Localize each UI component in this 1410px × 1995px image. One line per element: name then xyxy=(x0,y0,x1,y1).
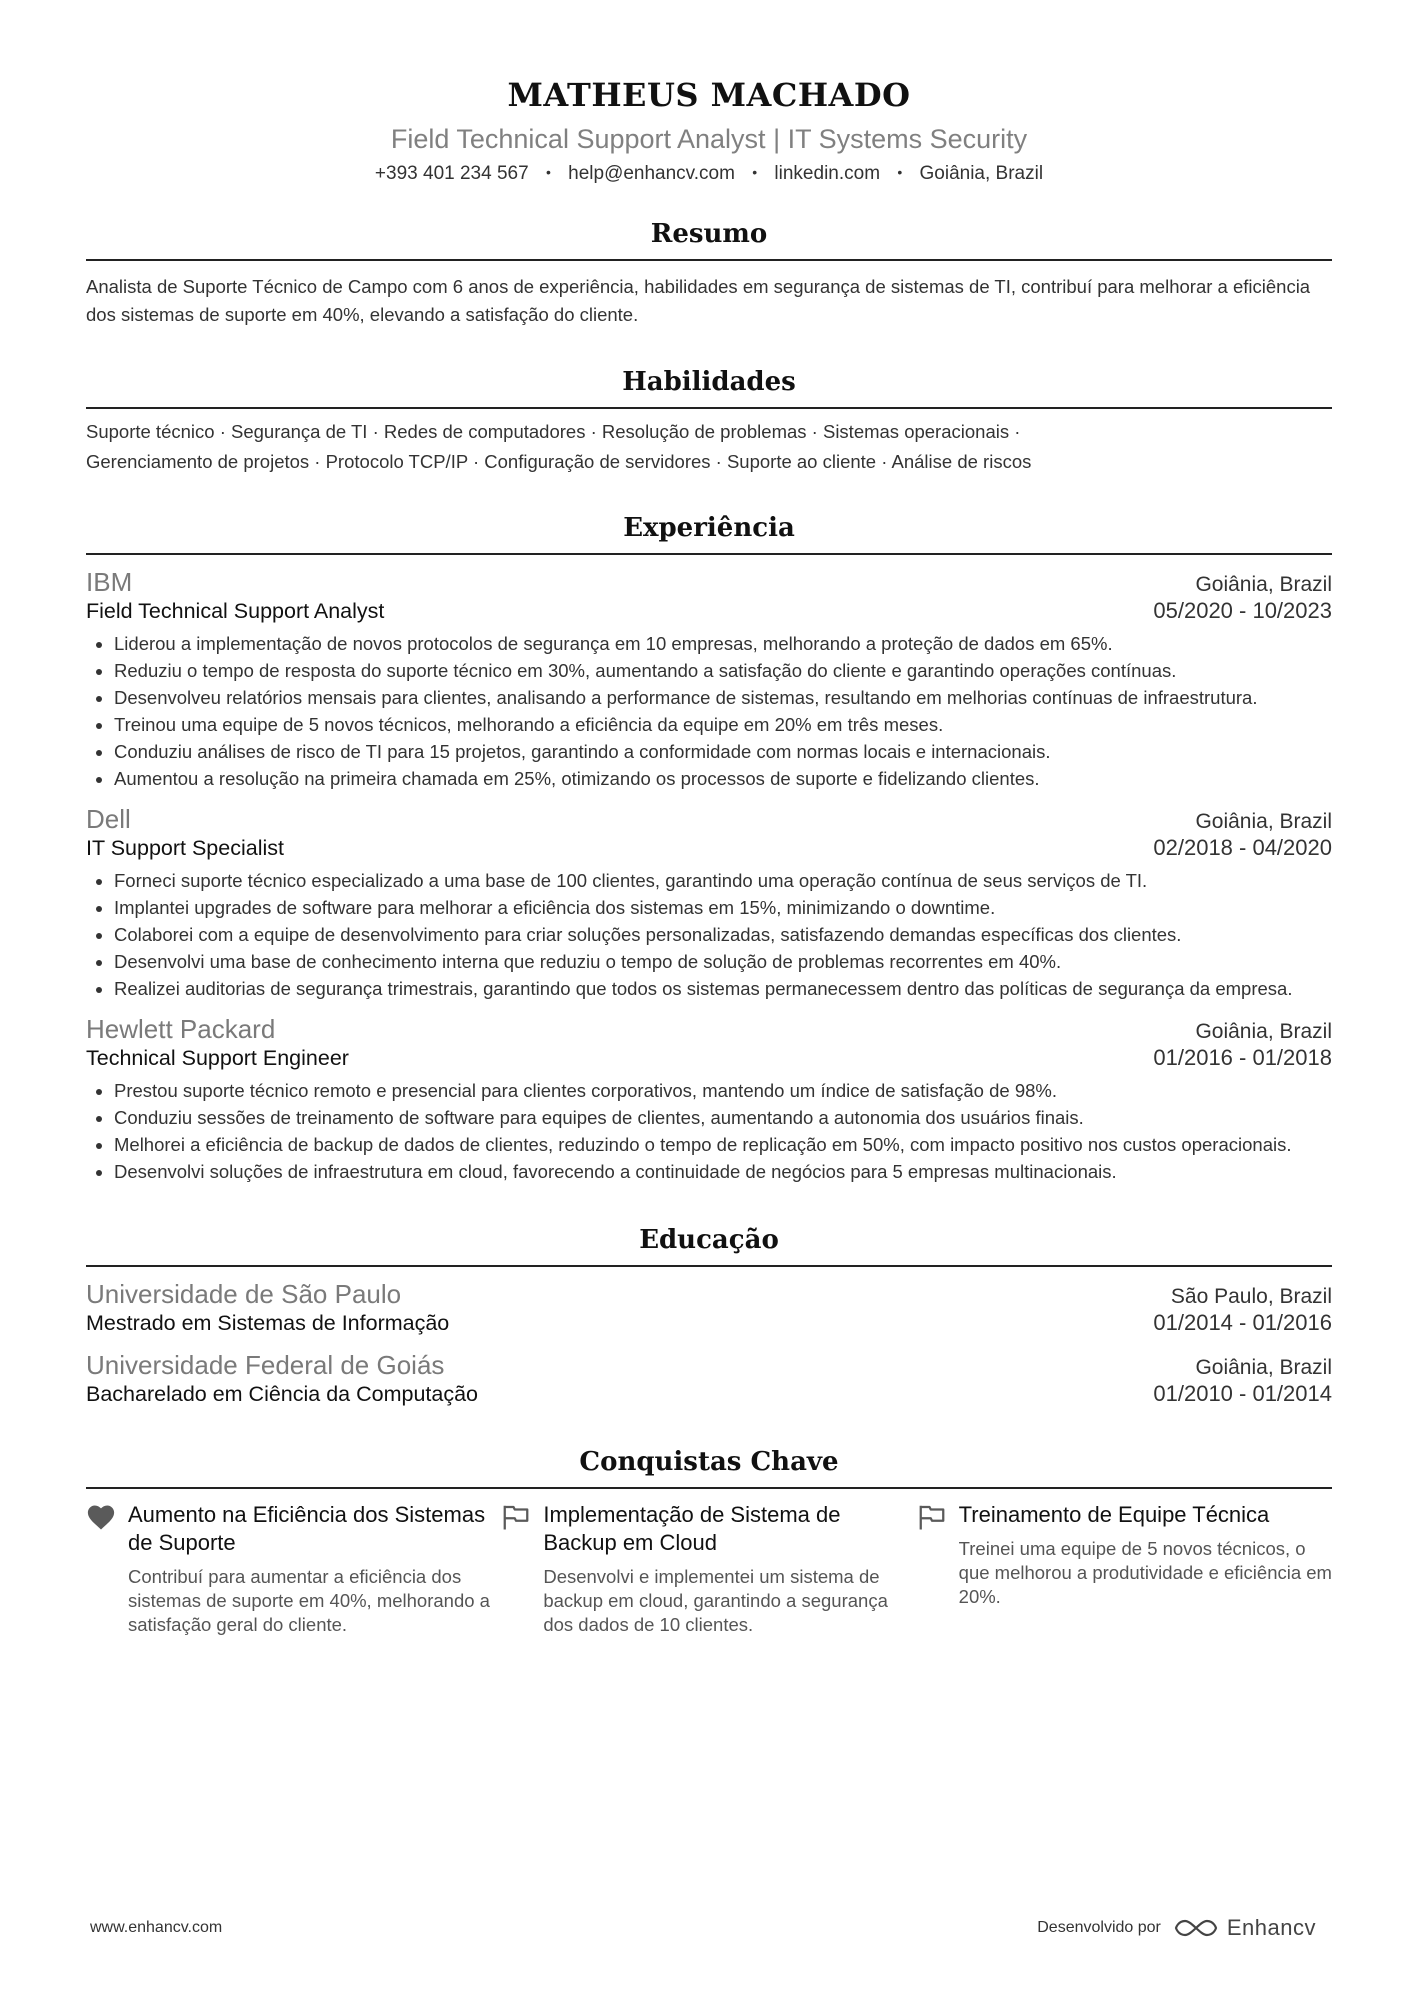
school-location: Goiânia, Brazil xyxy=(1195,1356,1332,1379)
powered-by-label: Desenvolvido por xyxy=(1037,1919,1161,1936)
job-role: Field Technical Support Analyst xyxy=(86,599,385,623)
flag-icon xyxy=(501,1503,531,1531)
section-heading-skills: Habilidades xyxy=(86,367,1332,409)
candidate-name: MATHEUS MACHADO xyxy=(507,76,911,114)
job-bullet: • Melhorei a eficiência de backup de dados de clientes, reduzindo o tempo de replicação em 50%, com impacto positivo nos custos operacionais. xyxy=(114,1131,1332,1158)
school-name: Universidade Federal de Goiás xyxy=(86,1350,445,1380)
contact-phone: +393 401 234 567 xyxy=(374,163,529,184)
job-bullets xyxy=(86,867,1332,1002)
section-heading-achievements: Conquistas Chave xyxy=(86,1447,1332,1489)
summary-text: Analista de Suporte Técnico de Campo com 6 anos de experiência, habilidades em segurança de sistemas de TI, contribuí para melhorar a eficiência dos sistemas de suporte em 40%, elevando a satisfação do cliente. xyxy=(86,276,1311,325)
job-location: Goiânia, Brazil xyxy=(1195,810,1332,833)
school-location: São Paulo, Brazil xyxy=(1170,1285,1332,1308)
job-location: Goiânia, Brazil xyxy=(1195,1020,1332,1043)
job-bullet: • Colaborei com a equipe de desenvolvimento para criar soluções personalizadas, satisfazendo demandas específicas dos clientes. xyxy=(114,921,1332,948)
education-entry xyxy=(86,1279,1332,1336)
candidate-title: Field Technical Support Analyst | IT Systems Security xyxy=(390,124,1028,154)
company-name: Hewlett Packard xyxy=(86,1014,276,1044)
resume-page xyxy=(86,0,1332,1637)
footer-brand xyxy=(1037,1915,1316,1941)
job-dates: 02/2018 - 04/2020 xyxy=(1153,835,1332,860)
job-bullet: • Desenvolvi uma base de conhecimento interna que reduziu o tempo de solução de problemas recorrentes em 40%. xyxy=(114,948,1332,975)
skills-list xyxy=(86,417,1332,477)
job-bullets xyxy=(86,630,1332,792)
experience-entry xyxy=(86,804,1332,1002)
flag-icon xyxy=(917,1503,947,1531)
job-bullet: • Treinou uma equipe de 5 novos técnicos, melhorando a eficiência da equipe em 20% em três meses. xyxy=(114,711,1332,738)
contact-location: Goiânia, Brazil xyxy=(919,163,1044,184)
contact-linkedin[interactable]: linkedin.com xyxy=(774,163,881,184)
company-name: Dell xyxy=(86,804,131,834)
experience-entry xyxy=(86,567,1332,792)
job-role: Technical Support Engineer xyxy=(86,1046,349,1070)
achievements-section xyxy=(86,1447,1332,1637)
job-dates: 05/2020 - 10/2023 xyxy=(1153,598,1332,623)
section-heading-education: Educação xyxy=(86,1225,1332,1267)
job-bullet: • Conduziu sessões de treinamento de software para equipes de clientes, aumentando a autonomia dos usuários finais. xyxy=(114,1104,1332,1131)
job-bullet: • Implantei upgrades de software para melhorar a eficiência dos sistemas em 15%, minimizando o downtime. xyxy=(114,894,1332,921)
education-dates: 01/2010 - 01/2014 xyxy=(1153,1381,1332,1406)
achievement-description: Desenvolvi e implementei um sistema de backup em cloud, garantindo a segurança dos dados de 10 clientes. xyxy=(543,1566,888,1635)
summary-section xyxy=(86,219,1332,329)
section-heading-summary: Resumo xyxy=(86,219,1332,261)
achievement-item xyxy=(501,1501,916,1637)
heart-icon xyxy=(86,1503,116,1531)
job-bullet: • Realizei auditorias de segurança trimestrais, garantindo que todos os sistemas permanecessem dentro das políticas de segurança da empresa. xyxy=(114,975,1332,1002)
contact-separator: • xyxy=(897,164,903,180)
job-bullet: • Reduziu o tempo de resposta do suporte técnico em 30%, aumentando a satisfação do cliente e garantindo operações contínuas. xyxy=(114,657,1332,684)
footer-brand-name: Enhancv xyxy=(1226,1915,1316,1940)
footer-website[interactable]: www.enhancv.com xyxy=(90,1919,223,1936)
job-bullets xyxy=(86,1077,1332,1185)
contact-separator: • xyxy=(752,164,758,180)
company-name: IBM xyxy=(86,567,133,597)
job-dates: 01/2016 - 01/2018 xyxy=(1153,1045,1332,1070)
skills-line: Suporte técnico · Segurança de TI · Redes de computadores · Resolução de problemas · Sistemas operacionais · xyxy=(86,421,1021,442)
job-bullet: • Desenvolvi soluções de infraestrutura em cloud, favorecendo a continuidade de negócios para 5 empresas multinacionais. xyxy=(114,1158,1332,1185)
resume-header xyxy=(86,0,1332,185)
job-bullet: • Liderou a implementação de novos protocolos de segurança em 10 empresas, melhorando a proteção de dados em 65%. xyxy=(114,630,1332,657)
achievements-grid xyxy=(86,1501,1332,1637)
job-bullet: • Conduziu análises de risco de TI para 15 projetos, garantindo a conformidade com normas locais e internacionais. xyxy=(114,738,1332,765)
education-dates: 01/2014 - 01/2016 xyxy=(1153,1310,1332,1335)
school-name: Universidade de São Paulo xyxy=(86,1279,402,1309)
page-footer xyxy=(90,1915,1316,1941)
achievement-description: Treinei uma equipe de 5 novos técnicos, o que melhorou a produtividade e eficiência em 20%. xyxy=(958,1538,1332,1607)
degree-name: Bacharelado em Ciência da Computação xyxy=(86,1382,479,1406)
job-location: Goiânia, Brazil xyxy=(1195,573,1332,596)
skills-line: Gerenciamento de projetos · Protocolo TCP/IP · Configuração de servidores · Suporte ao cliente · Análise de riscos xyxy=(86,451,1032,472)
achievement-item xyxy=(917,1501,1332,1637)
achievement-description: Contribuí para aumentar a eficiência dos sistemas de suporte em 40%, melhorando a satisfação geral do cliente. xyxy=(128,1566,490,1635)
degree-name: Mestrado em Sistemas de Informação xyxy=(86,1311,450,1335)
education-entry xyxy=(86,1350,1332,1407)
section-heading-experience: Experiência xyxy=(86,513,1332,555)
education-section xyxy=(86,1225,1332,1407)
contact-line xyxy=(86,163,1332,185)
skills-section xyxy=(86,367,1332,477)
experience-entry xyxy=(86,1014,1332,1185)
achievement-title: Treinamento de Equipe Técnica xyxy=(958,1502,1270,1527)
achievement-title: Aumento na Eficiência dos Sistemas de Suporte xyxy=(128,1502,486,1555)
contact-separator: • xyxy=(545,164,551,180)
achievement-item xyxy=(86,1501,501,1637)
experience-section xyxy=(86,513,1332,1185)
enhancv-logo-icon xyxy=(1173,1917,1219,1939)
achievement-title: Implementação de Sistema de Backup em Cloud xyxy=(543,1502,841,1555)
contact-email[interactable]: help@enhancv.com xyxy=(568,163,735,184)
job-bullet: • Prestou suporte técnico remoto e presencial para clientes corporativos, mantendo um índice de satisfação de 98%. xyxy=(114,1077,1332,1104)
job-bullet: • Aumentou a resolução na primeira chamada em 25%, otimizando os processos de suporte e fidelizando clientes. xyxy=(114,765,1332,792)
job-bullet: • Desenvolveu relatórios mensais para clientes, analisando a performance de sistemas, resultando em melhorias contínuas de infraestrutura. xyxy=(114,684,1332,711)
job-role: IT Support Specialist xyxy=(86,836,284,860)
job-bullet: • Forneci suporte técnico especializado a uma base de 100 clientes, garantindo uma operação contínua de seus serviços de TI. xyxy=(114,867,1332,894)
